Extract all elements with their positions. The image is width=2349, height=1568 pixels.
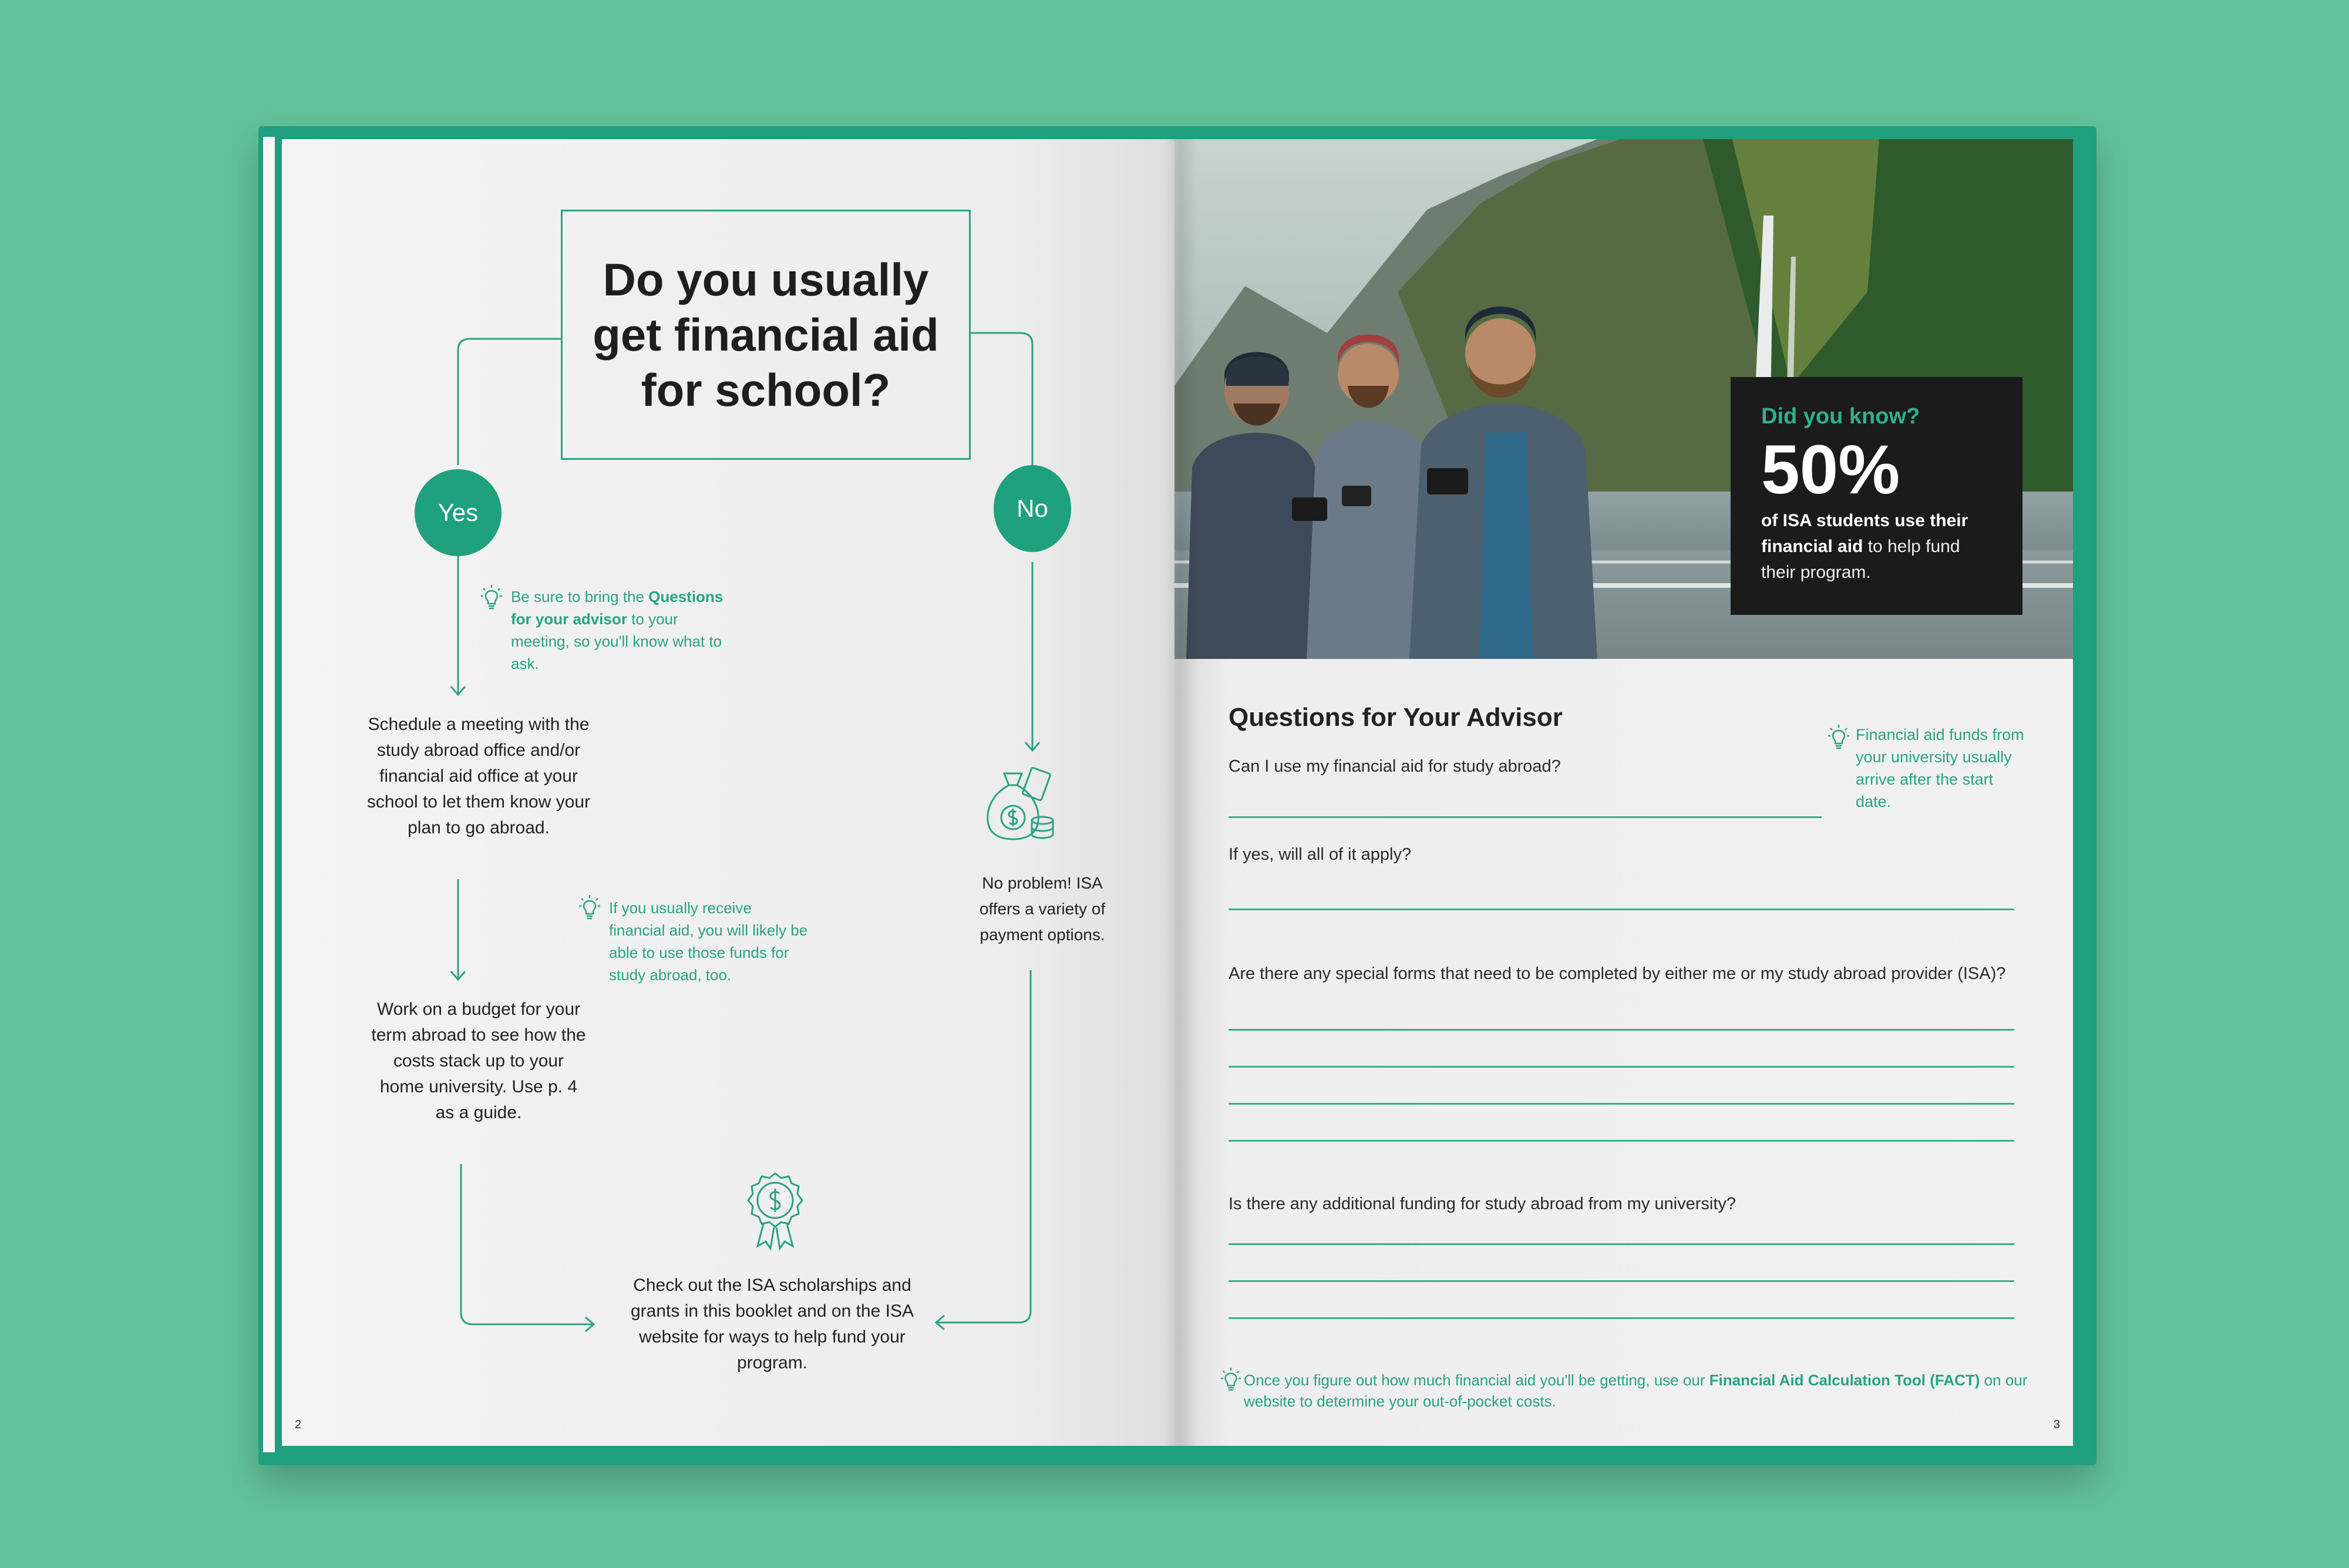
page-number-right: 3 [2053, 1418, 2060, 1431]
no-label: No [1017, 494, 1048, 522]
answer-line[interactable] [1229, 909, 2014, 910]
step-work-budget: Work on a budget for your term abroad to see how the costs stack up to your home university. Use p. 4 as a guide. [371, 1000, 586, 1122]
page-edge [263, 137, 275, 1452]
money-bag-icon [981, 762, 1057, 844]
lightbulb-icon [578, 894, 601, 921]
fact-tool-name: Financial Aid Calculation Tool (FACT) [1709, 1371, 1980, 1389]
question-2: If yes, will all of it apply? [1229, 845, 1412, 864]
scholarship-badge-icon [740, 1170, 810, 1252]
answer-line[interactable] [1229, 1317, 2014, 1319]
answer-line[interactable] [1229, 1066, 2014, 1068]
tip-receive-aid: If you usually receive financial aid, you will likely be able to use those funds for study abroad, too. [609, 899, 808, 984]
stat-description [1761, 508, 1992, 586]
yes-circle [415, 469, 502, 556]
question-title: Do you usually get financial aid for school? [593, 254, 939, 416]
stat-description-rest: to help fund their program. [1761, 537, 1960, 582]
question-box [561, 210, 971, 460]
question-4: Is there any additional funding for study abroad from my university? [1229, 1194, 1736, 1213]
did-you-know-title: Did you know? [1761, 404, 1920, 429]
answer-line[interactable] [1229, 1029, 2014, 1031]
answer-line[interactable] [1229, 1243, 2014, 1245]
question-3: Are there any special forms that need to be completed by either me or my study abroad provider (ISA)? [1229, 964, 2006, 983]
bottom-tip-fact [1244, 1370, 2031, 1412]
no-circle [994, 465, 1071, 552]
step-schedule-meeting: Schedule a meeting with the study abroad office and/or financial aid office at your school to let them know your plan to go abroad. [366, 715, 591, 837]
question-1: Can I use my financial aid for study abroad? [1229, 757, 1561, 776]
advisor-questions-title: Questions for Your Advisor [1229, 703, 1563, 732]
stat-description-bold: of ISA students use their financial aid [1761, 511, 1968, 556]
yes-label: Yes [438, 499, 479, 526]
bottom-tip-text: Once you figure out how much financial aid you'll be getting, use our [1244, 1371, 1709, 1389]
did-you-know-box [1731, 377, 2022, 615]
answer-line[interactable] [1229, 1103, 2014, 1105]
tip-text: Be sure to bring the [511, 588, 649, 605]
step-check-scholarships: Check out the ISA scholarships and grants in this booklet and on the ISA website for ways to help fund your program. [631, 1276, 914, 1372]
page-number-left: 2 [295, 1418, 302, 1431]
booklet [258, 126, 2096, 1465]
lightbulb-icon [1828, 724, 1850, 751]
bottom-tip-text: on our website to determine your out-of-pocket costs. [1244, 1371, 2028, 1410]
stat-percentage: 50% [1761, 431, 1900, 509]
left-page [282, 139, 1195, 1446]
step-no-problem: No problem! ISA offers a variety of payment options. [979, 874, 1106, 944]
answer-line[interactable] [1229, 1140, 2014, 1142]
tip-bring-questions [511, 586, 734, 675]
lightbulb-icon [1220, 1367, 1241, 1392]
tip-highlight: Questions for your advisor [511, 588, 723, 628]
lightbulb-icon [480, 584, 503, 611]
answer-line[interactable] [1229, 816, 1822, 818]
side-tip-funds-arrive: Financial aid funds from your university usually arrive after the start date. [1856, 726, 2024, 810]
right-page [1174, 139, 2073, 1446]
tip-text: to your meeting, so you'll know what to ask. [511, 610, 722, 672]
answer-line[interactable] [1229, 1280, 2014, 1282]
